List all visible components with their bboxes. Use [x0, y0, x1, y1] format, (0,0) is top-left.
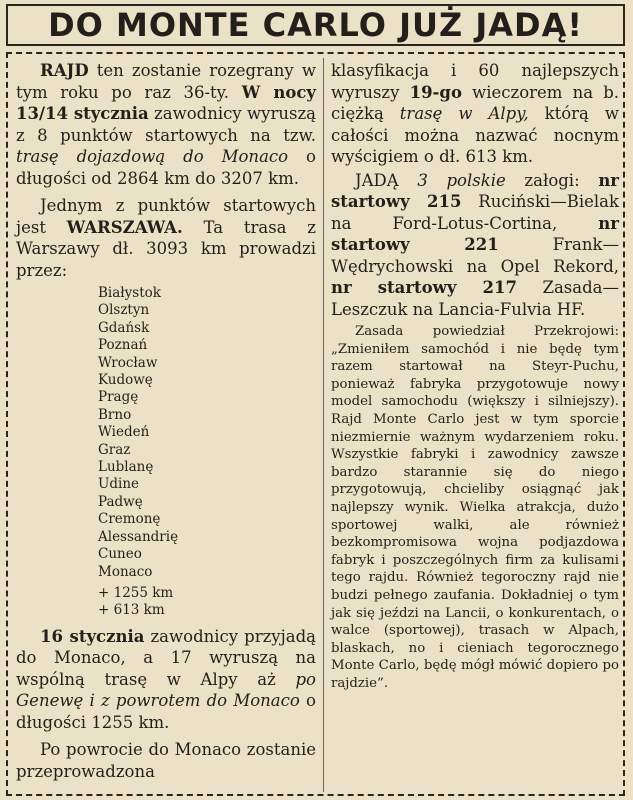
start-number-221: nr startowy 221 — [331, 213, 619, 254]
classification-text-a: klasyfikacja i 60 najlepszych wyruszy — [331, 61, 619, 102]
start-number-217: nr startowy 217 — [331, 278, 517, 297]
city-item: Monaco — [98, 563, 153, 580]
alps-route: trasę w Alpy, — [399, 104, 529, 123]
column-divider — [323, 58, 324, 792]
intro-night-date: W nocy 13/14 stycznia — [16, 82, 316, 123]
geneva-route: po Genewę i z powrotem do Monaco — [16, 669, 316, 711]
city-item: Padwę — [98, 493, 143, 510]
intro-text-a: ten zostanie rozegrany w tym roku po raz 36-ty. — [16, 61, 316, 102]
warsaw-word: WARSZAWA. — [66, 217, 183, 237]
city-item: Brno — [98, 406, 132, 423]
intro-route: trasę dojazdową do Monaco — [16, 147, 289, 166]
paragraph-warsaw — [16, 195, 316, 281]
paragraph-zasada-quote: Zasada powiedział Przekrojowi: „Zmieniłem samochód i nie będę tym razem startował na Steyr-Puchu, ponieważ fabryka przygotowuje nowy model samochodu (większy i silniejszy). Rajd Monte Carlo jest w tym sporcie niezmiernie ważnym wydarzeniem roku. Wszystkie fabryki i zawodnicy zawsze bardzo starannie się do niego przygotowują, chcieliby osiągnąć jak najlepszy wynik. Wielka atrakcja, dużo sportowej walki, ale również bezkompromisowa wojna podjazdowa fabryk i poszczególnych firm za kulisami tego rajdu. Również tegoroczny rajd nie budzi pełnego zaufania. Dokładniej o tym jak się jeździ na Lancii, o konkurentach, o walce (sportowej), trasach w Alpach, blaskach, no i cieniach tegorocznego Monte Carlo, będę mógł mówić dopiero po rajdzie”. — [331, 324, 619, 691]
crews-polish: 3 polskie — [417, 170, 506, 190]
january-16-text-a: zawodnicy przyjadą do Monaco, a 17 wyruszą na wspólną trasę w Alpy aż — [16, 626, 316, 689]
headline: DO MONTE CARLO JUŻ JADĄ! — [6, 4, 625, 46]
distance-item: + 1255 km — [98, 584, 174, 601]
city-list — [98, 285, 316, 581]
right-column — [331, 60, 619, 692]
left-column — [16, 60, 316, 782]
city-item: Udine — [98, 476, 140, 493]
distance-item: + 613 km — [98, 602, 165, 619]
january-16-date: 16 stycznia — [40, 626, 145, 646]
warsaw-text-b: Ta trasa z Warszawy dł. 3093 km prowadzi przez: — [16, 217, 316, 280]
city-item: Białystok — [98, 285, 161, 301]
paragraph-return: Po powrocie do Monaco zostanie przeprowadzona — [16, 740, 316, 781]
classification-text-b: wieczorem na b. ciężką — [331, 82, 619, 123]
city-item: Graz — [98, 441, 131, 458]
january-16-text-b: o długości 1255 km. — [16, 691, 316, 732]
intro-text-b: zawodnicy wyruszą z 8 punktów startowych na tzw. — [16, 104, 316, 145]
crews-text-a: JADĄ — [355, 170, 418, 190]
paragraph-polish-crews — [331, 170, 619, 321]
rajd-word: RAJD — [40, 61, 89, 80]
city-item: Pragę — [98, 389, 139, 406]
crews-text-b: załogi: — [505, 170, 599, 190]
city-item: Lublanę — [98, 459, 154, 476]
city-item: Gdańsk — [98, 319, 150, 336]
crews-text-c: Ruciński—Bielak na Ford-Lotus-Cortina, — [331, 192, 619, 233]
warsaw-text-a: Jednym z punktów startowych jest — [16, 196, 316, 237]
city-item: Olsztyn — [98, 302, 150, 319]
classification-text-c: którą w całości można nazwać nocnym wyścigiem o dł. 613 km. — [331, 104, 619, 166]
city-item: Wiedeń — [98, 424, 150, 441]
city-item: Cuneo — [98, 546, 142, 563]
crews-text-d: Frank—Wędrychowski na Opel Rekord, — [331, 235, 620, 276]
intro-text-c: o długości od 2864 km do 3207 km. — [16, 147, 316, 188]
distance-list — [98, 585, 316, 620]
paragraph-classification — [331, 60, 619, 168]
city-item: Alessandrię — [98, 528, 179, 545]
classification-date: 19-go — [409, 82, 462, 102]
city-item: Poznań — [98, 337, 148, 354]
city-item: Cremonę — [98, 511, 161, 528]
start-number-215: nr startowy 215 — [331, 170, 620, 211]
city-item: Kudowę — [98, 372, 153, 389]
paragraph-january-16 — [16, 626, 316, 734]
crews-text-e: Zasada—Leszczuk na Lancia-Fulvia HF. — [331, 278, 619, 319]
paragraph-intro — [16, 60, 316, 189]
city-item: Wrocław — [98, 354, 158, 371]
